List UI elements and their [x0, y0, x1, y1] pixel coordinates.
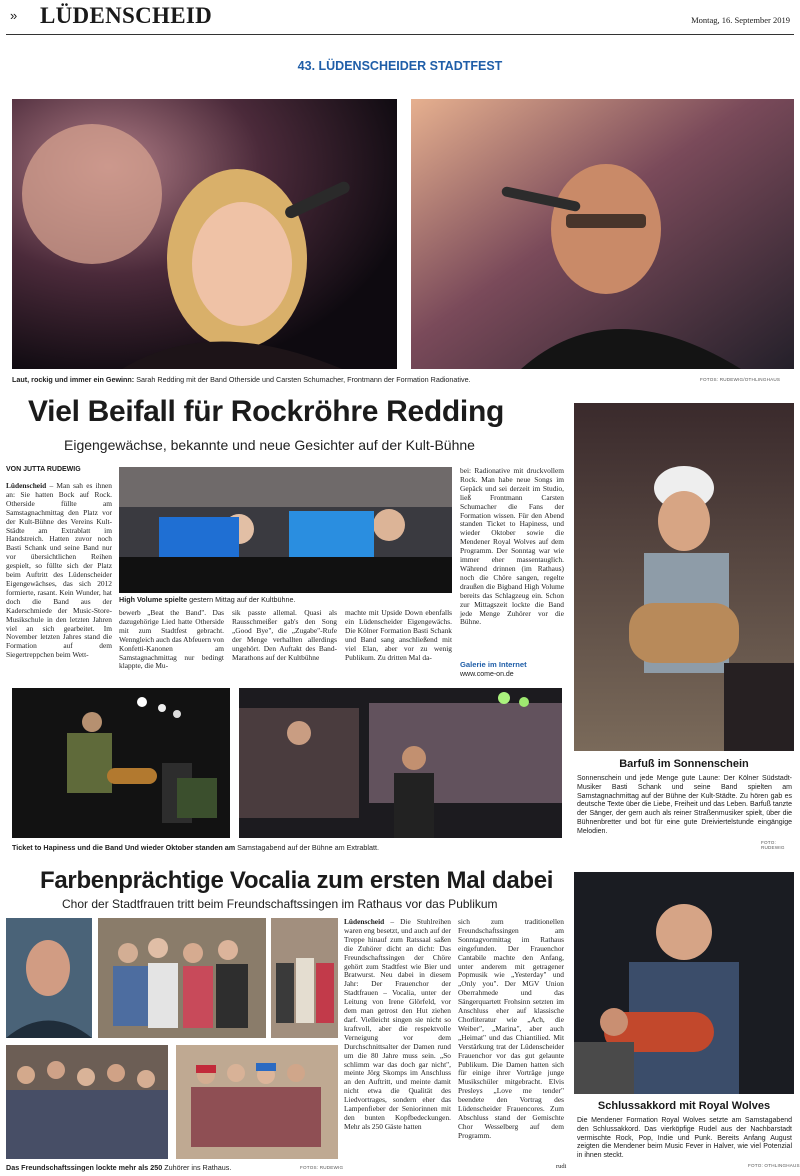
barfuss-title: Barfuß im Sonnenschein — [619, 758, 749, 770]
article1-col3: sik passte allemal. Quasi als Rausschmeißer gab's den Song „Good Bye", die „Zugabe"-Rufe der Menge verhallten allerdings ungehört. Den Auftakt des Band-Marathons auf der Kultbühne — [232, 608, 337, 662]
ticket-caption: Ticket to Hapiness und die Band Und wieder Oktober standen am Samstagabend auf der Bühne am Extrablatt. — [12, 843, 379, 852]
photo-audience — [6, 1045, 168, 1159]
galerie-link-url[interactable]: www.come-on.de — [460, 671, 514, 678]
section-title: LÜDENSCHEID — [40, 3, 213, 28]
article2-dateline: Lüdenscheid — [344, 917, 385, 926]
choir-photos-credit: FOTOS: RUDEWIG — [300, 1165, 344, 1170]
article2-col1: Lüdenscheid – Die Stuhlreihen waren eng besetzt, und auch auf der Treppe hinauf zum Ratssaal saßen die Zuhörer dicht an dicht: Das Freundschaftssingen der Chöre gehört zum Stadtfest wie Bier und Bratwurst. Neu dabei in diesem Jahr: Der Frauenchor der Stadtfrauen – Vocalia, unter der Leitung von Irene Glörfeld, vor dem man getrost den Hut ziehen darf. Vielleicht singen sie nicht so kraftvoll, aber die respektvolle Verneigung vor dem Durchschnittsalter der Damen rund um die 80 Jahre muss sein. „So schlimm war das doch gar nicht", meinte Jörg Skomps im Anschluss an den Auftritt, und meinte damit nicht etwa die Qualität des Liedvortrages, sondern eher das Lampenfieber der Seniorinnen mit den bunten Kopfbedeckungen. Mehr als 250 Gäste hatten — [344, 917, 451, 1131]
article2-col2: sich zum traditionellen Freundschaftssingen am Sonntagvormittag im Rathaus eingefunden. Der Frauenchor Cantabile machte den Anfang, unter anderem mit getragener Popmusik wie „Yesterday" und „Only you". Der MGV Union Oberrahmede und das Sängerquartett Frohsinn setzten im Anschluss eher auf klassische Chorliteratur wie „Ach, die Weiber", „Marina", aber auch „Heimat" und das Chiantilied. Mit Verstärkung trat der Lüdenscheider Frauenchor vor das gut gelaunte Publikum. Die Damen hatten sich für einige ihrer Vorträge junge Musikschüler mitgebracht. Elvis Presleys „Love me tender" beendete den Vortrag des Lüdenscheider Frauencores. Zum Abschluss stand der Gemischte Chor Wesselberg auf dem Programm. — [458, 917, 564, 1140]
top-caption-lead: Laut, rockig und immer ein Gewinn: — [12, 375, 135, 384]
event-kicker: 43. LÜDENSCHEIDER STADTFEST — [297, 59, 503, 73]
choir-photos-caption: Das Freundschaftssingen lockte mehr als 250 Zuhörer ins Rathaus. — [6, 1163, 232, 1172]
article1-byline: VON JUTTA RUDEWIG — [6, 466, 81, 473]
barfuss-credit: FOTO: RUDEWIG — [761, 840, 785, 850]
photo-high-volume — [119, 467, 452, 593]
photo-ticket-to-hapiness — [12, 688, 230, 838]
high-volume-caption: High Volume spielte gestern Mittag auf der Kultbühne. — [119, 595, 296, 604]
photo-vocalia-hats — [176, 1045, 338, 1159]
section-marker: » — [10, 8, 18, 23]
schluss-credit: FOTO: OTHLINGHAUS — [748, 1163, 800, 1168]
article2-initials: rudi — [556, 1163, 567, 1170]
photo-carsten-schumacher — [411, 99, 794, 369]
photo-choir-singer — [6, 918, 92, 1038]
article1-col4: machte mit Upside Down ebenfalls ein Lüdenscheider Eigengewächs. Die Kölner Formation Basti Schank und Band sang anschließend mit viel Elan, aber vor zu wenig Publikum. Zu dritten Mal da- — [345, 608, 452, 662]
barfuss-text: Sonnenschein und jede Menge gute Laune: Der Kölner Südstadt-Musiker Basti Schank und seine Band spielten am Samstagnachmittag auf der Bühne der Kult-Städte. Zu hören gab es deutsche Texte über die Liebe, Freiheit und das Leben. Barfuß tanzte der Sänger, der gern auch als reiner Straßenmusiker spielt, über die Bühnenbretter und bot für eine gute Dreiviertelstunde eingängige Melodien. — [577, 775, 792, 835]
article2-subheadline: Chor der Stadtfrauen tritt beim Freundschaftssingen im Rathaus vor das Publikum — [62, 897, 498, 911]
galerie-link-label[interactable]: Galerie im Internet — [460, 660, 527, 669]
issue-date: Montag, 16. September 2019 — [691, 15, 790, 25]
article1-col1: Lüdenscheid – Man sah es ihnen an: Sie hatten Bock auf Rock. Otherside füllte am Samstagnachmittag den Platz vor der Kult-Bühne des Vereins Kult-Städte am Extrablatt im Handstreich. Hatten zuvor noch Basti Schank und seine Band nur vor übersichtlichen Reihen gespielt, so füllte sich der Platz beim Auftritt des Lüdenscheider Eigengewächses, das sich 2012 formierte, rasant. Kein Wunder, hat doch die Band aus der Kaderschmiede der Music-Store-Musikschule in den letzten Jahren viel an sich gearbeitet. Im November letzten Jahres stand die Formation auf dem Siegertreppchen beim Wett- — [6, 481, 112, 660]
top-photo-caption — [12, 375, 662, 384]
article1-subheadline: Eigengewächse, bekannte und neue Gesichter auf der Kult-Bühne — [64, 437, 475, 453]
photo-basti-schank — [574, 403, 794, 751]
article1-dateline: Lüdenscheid — [6, 481, 47, 490]
photo-choir-group — [271, 918, 338, 1038]
photo-choir-women — [98, 918, 266, 1038]
schluss-text: Die Mendener Formation Royal Wolves setzte am Samstagabend den Schlussakkord. Das vierköpfige Rudel aus der Nachbarstadt vermischte Rock, Pop, Indie und Punk. Bereits Anfang August zeigten die Mendener beim Music Fever in Halver, wie viel Potenzial in ihnen steckt. — [577, 1117, 792, 1160]
schluss-title: Schlussakkord mit Royal Wolves — [597, 1100, 771, 1112]
top-photo-credit: FOTOS: RUDEWIG/OTHLINGHAUS — [700, 377, 781, 382]
masthead — [0, 0, 800, 36]
article1-col2: bewerb „Beat the Band". Das dazugehörige Lied hatte Otherside mit zum Stadtfest gebracht. Wenngleich auch das Abfeuern von Konfetti-Kanonen am Samstagnachmittag nur bedingt klappte, die Mu- — [119, 608, 224, 671]
article2-headline: Farbenprächtige Vocalia zum ersten Mal dabei — [40, 867, 554, 894]
masthead-rule — [6, 34, 794, 35]
top-caption-text: Sarah Redding mit der Band Otherside und Carsten Schumacher, Frontmann der Formation Radionative. — [134, 375, 471, 384]
photo-und-wieder-oktober — [239, 688, 562, 838]
photo-sarah-redding — [12, 99, 397, 369]
photo-royal-wolves — [574, 872, 794, 1094]
article1-headline: Viel Beifall für Rockröhre Redding — [28, 395, 505, 428]
article1-col5: bei: Radionative mit druckvollem Rock. Man habe neue Songs im Gepäck und sei derzeit im Studio, ließ Frontmann Carsten Schumacher die Fans der Formation wissen. Für den Abend standen Ticket to Hapiness, und wieder Oktober sowie die Mendener Royal Wolves auf dem Programm. Der Sonntag war wie immer eher massentauglich. Während drinnen (im Rathaus) noch die Chöre sangen, regelte draußen die Bigband High Volume bereits das Schlagzeug ein. Schon zur Mittagszeit lockte die Band jede Menge Zuhörer vor die Bühne. — [460, 466, 564, 627]
